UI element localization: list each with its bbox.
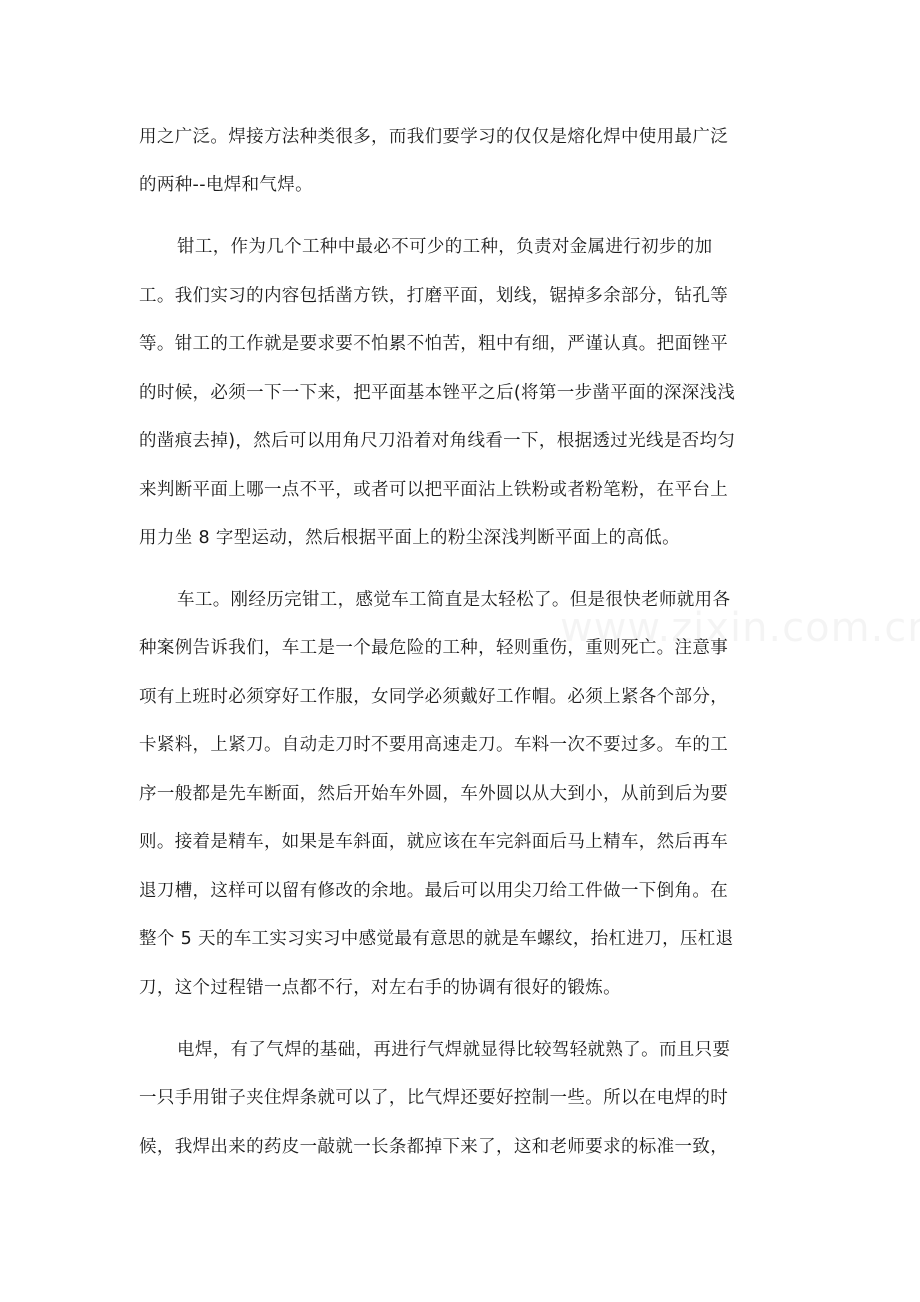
paragraph-4-line-3: 候，我焊出来的药皮一敲就一长条都掉下来了，这和老师要求的标准一致，	[139, 1137, 729, 1157]
paragraph-3-line-5: 序一般都是先车断面，然后开始车外圆，车外圆以从大到小，从前到后为要	[139, 784, 729, 804]
paragraph-2-line-1: 钳工，作为几个工种中最必不可少的工种，负责对金属进行初步的加	[177, 237, 713, 257]
paragraph-2-line-6: 来判断平面上哪一点不平，或者可以把平面沾上铁粉或者粉笔粉，在平台上	[139, 480, 729, 500]
paragraph-2-line-4: 的时候，必须一下一下来，把平面基本锉平之后(将第一步凿平面的深深浅浅	[139, 383, 736, 403]
paragraph-2-line-7: 用力坐 8 字型运动，然后根据平面上的粉尘深浅判断平面上的高低。	[139, 528, 680, 548]
paragraph-2-line-2: 工。我们实习的内容包括凿方铁，打磨平面，划线，锯掉多余部分，钻孔等	[139, 286, 729, 306]
paragraph-2-line-5: 的凿痕去掉)，然后可以用角尺刀沿着对角线看一下，根据透过光线是否均匀	[139, 431, 736, 451]
paragraph-4-line-2: 一只手用钳子夹住焊条就可以了，比气焊还要好控制一些。所以在电焊的时	[139, 1088, 729, 1108]
paragraph-3-line-7: 退刀槽，这样可以留有修改的余地。最后可以用尖刀给工件做一下倒角。在	[139, 881, 729, 901]
paragraph-3-line-2: 种案例告诉我们，车工是一个最危险的工种，轻则重伤，重则死亡。注意事	[139, 638, 729, 658]
paragraph-1-line-2: 的两种--电焊和气焊。	[139, 175, 313, 195]
paragraph-4-line-1: 电焊，有了气焊的基础，再进行气焊就显得比较驾轻就熟了。而且只要	[177, 1040, 731, 1060]
paragraph-3-line-1: 车工。刚经历完钳工，感觉车工简直是太轻松了。但是很快老师就用各	[177, 590, 731, 610]
paragraph-3-line-9: 刀，这个过程错一点都不行，对左右手的协调有很好的锻炼。	[139, 978, 621, 998]
paragraph-3-line-4: 卡紧料，上紧刀。自动走刀时不要用高速走刀。车料一次不要过多。车的工	[139, 735, 729, 755]
paragraph-3-line-8: 整个 5 天的车工实习实习中感觉最有意思的就是车螺纹，抬杠进刀，压杠退	[139, 929, 734, 949]
paragraph-3-line-6: 则。接着是精车，如果是车斜面，就应该在车完斜面后马上精车，然后再车	[139, 832, 729, 852]
paragraph-3-line-3: 项有上班时必须穿好工作服，女同学必须戴好工作帽。必须上紧各个部分，	[139, 687, 729, 707]
paragraph-1-line-1: 用之广泛。焊接方法种类很多，而我们要学习的仅仅是熔化焊中使用最广泛	[139, 127, 729, 147]
paragraph-2-line-3: 等。钳工的工作就是要求要不怕累不怕苦，粗中有细，严谨认真。把面锉平	[139, 334, 729, 354]
